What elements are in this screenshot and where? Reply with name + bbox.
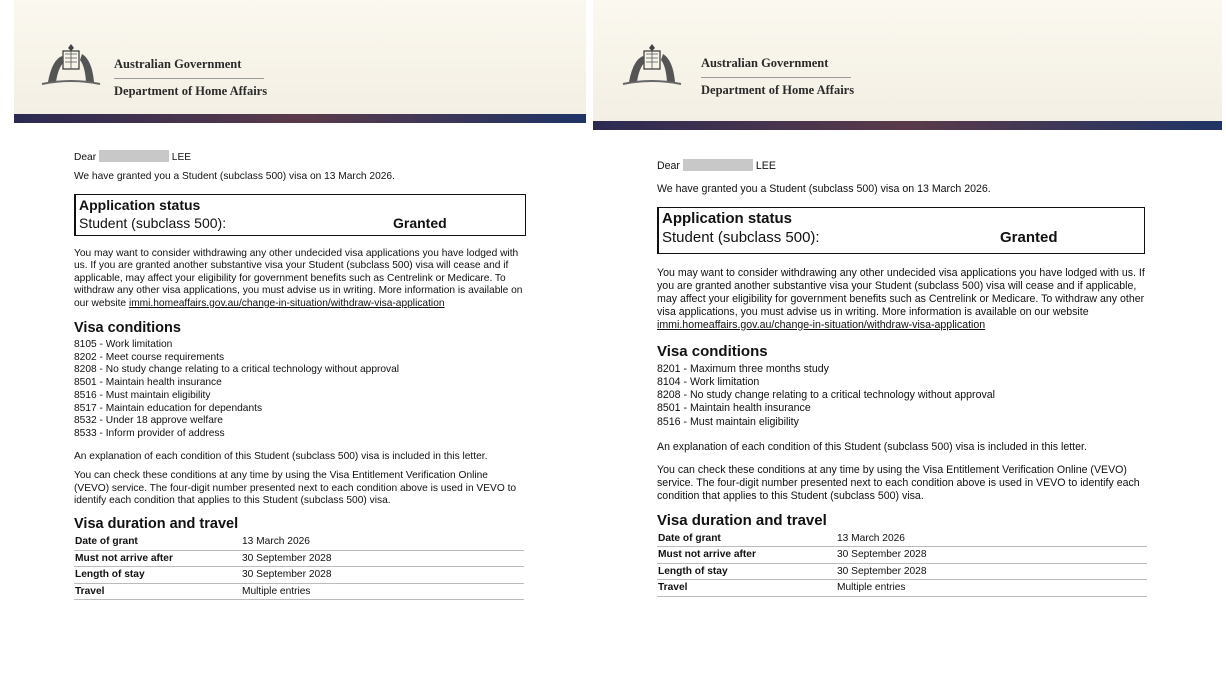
conditions-list	[657, 363, 1147, 429]
letter-body	[74, 150, 524, 600]
conditions-list	[74, 339, 524, 441]
status-title: Application status	[662, 209, 793, 227]
list-item: 8501 - Maintain health insurance	[657, 402, 811, 415]
letter-left	[14, 0, 586, 688]
table-row: Must not arrive after 30 September 2028	[657, 547, 1147, 563]
coat-of-arms-icon	[40, 38, 102, 88]
vevo-paragraph: You can check these conditions at any time by using the Visa Entitlement Verification Online (VEVO) service. The four-digit number presented next to each condition above is used in VEVO to identify each condition that applies to this Student (subclass 500) visa.	[74, 470, 517, 507]
list-item: 8105 - Work limitation	[74, 338, 173, 350]
letter-right	[593, 0, 1222, 688]
list-item: 8208 - No study change relating to a critical technology without approval	[74, 364, 400, 376]
table-row: Date of grant 13 March 2026	[657, 531, 1147, 547]
grant-sentence: We have granted you a Student (subclass 500) visa on 13 March 2026.	[74, 171, 395, 183]
redacted-name	[99, 150, 169, 162]
duration-table	[657, 531, 1147, 597]
government-label: Australian Government	[701, 56, 851, 78]
application-status-box	[74, 194, 526, 236]
status-value: Granted	[1000, 229, 1058, 247]
withdraw-link[interactable]: immi.homeaffairs.gov.au/change-in-situation/withdraw-visa-application	[128, 297, 445, 309]
status-value: Granted	[393, 214, 447, 231]
letter-body	[657, 159, 1147, 597]
list-item: 8532 - Under 18 approve welfare	[74, 415, 223, 427]
list-item: 8533 - Inform provider of address	[74, 428, 225, 439]
list-item: 8202 - Meet course requirements	[74, 351, 225, 363]
vevo-paragraph: You can check these conditions at any time by using the Visa Entitlement Verification Online (VEVO) service. The four-digit number presented next to each condition above is used in VEVO to identify each condition that applies to this Student (subclass 500) visa.	[657, 463, 1140, 502]
header-divider	[593, 121, 1222, 130]
agency-name	[701, 54, 854, 98]
withdraw-paragraph: You may want to consider withdrawing any other undecided visa applications you have lodged with us. If you are granted another substantive visa your Student (subclass 500) visa will cease and if applicable, may affect your eligibility for government benefits such as Centrelink or Medicare. To withdraw any other visa applications, you must advise us in writing. More information is available on our website immi.homeaffairs.gov.au/change-in-situation/withdraw-visa-application	[74, 247, 523, 309]
explanation-paragraph: An explanation of each condition of this Student (subclass 500) visa is included in this letter.	[74, 450, 488, 462]
table-row: Length of stay 30 September 2028	[74, 567, 524, 583]
duration-title: Visa duration and travel	[74, 515, 239, 532]
redacted-name	[683, 159, 753, 171]
list-item: 8104 - Work limitation	[657, 375, 760, 388]
status-row	[79, 215, 525, 232]
department-label: Department of Home Affairs	[701, 83, 855, 97]
duration-table	[74, 534, 524, 600]
list-item: 8201 - Maximum three months study	[657, 362, 829, 375]
list-item: 8516 - Must maintain eligibility	[74, 389, 211, 401]
header-divider	[14, 114, 586, 123]
department-label: Department of Home Affairs	[114, 84, 268, 98]
status-row	[662, 229, 1144, 247]
explanation-paragraph: An explanation of each condition of this Student (subclass 500) visa is included in this letter.	[657, 440, 1087, 453]
list-item: 8517 - Maintain education for dependants	[74, 402, 263, 414]
letter-header	[593, 0, 1222, 121]
agency-name	[114, 55, 267, 99]
grant-sentence: We have granted you a Student (subclass 500) visa on 13 March 2026.	[657, 182, 991, 195]
duration-title: Visa duration and travel	[657, 511, 827, 529]
status-label: Student (subclass 500):	[662, 229, 820, 247]
salutation: Dear LEE	[74, 152, 192, 163]
status-title: Application status	[79, 196, 201, 213]
withdraw-link[interactable]: immi.homeaffairs.gov.au/change-in-situation/withdraw-visa-application	[657, 318, 986, 331]
table-row: Date of grant 13 March 2026	[74, 534, 524, 550]
table-row: Travel Multiple entries	[657, 580, 1147, 596]
list-item: 8501 - Maintain health insurance	[74, 377, 222, 388]
table-row: Must not arrive after 30 September 2028	[74, 550, 524, 566]
list-item: 8516 - Must maintain eligibility	[657, 415, 799, 428]
conditions-title: Visa conditions	[74, 320, 181, 337]
government-label: Australian Government	[114, 57, 264, 79]
table-row: Length of stay 30 September 2028	[657, 563, 1147, 579]
salutation: Dear LEE	[657, 160, 776, 172]
application-status-box	[657, 207, 1145, 254]
conditions-title: Visa conditions	[657, 343, 768, 361]
letter-header	[14, 0, 586, 114]
list-item: 8208 - No study change relating to a critical technology without approval	[657, 389, 996, 402]
withdraw-paragraph: You may want to consider withdrawing any other undecided visa applications you have lodged with us. If you are granted another substantive visa your Student (subclass 500) visa will cease and if applicable, may affect your eligibility for government benefits such as Centrelink or Medicare. To withdraw any other visa applications, you must advise us in writing. More information is available on our website immi.homeaffairs.gov.au/change-in-situation/withdraw-visa-application	[657, 266, 1145, 331]
coat-of-arms-icon	[621, 38, 683, 88]
table-row: Travel Multiple entries	[74, 583, 524, 599]
status-label: Student (subclass 500):	[79, 214, 227, 231]
